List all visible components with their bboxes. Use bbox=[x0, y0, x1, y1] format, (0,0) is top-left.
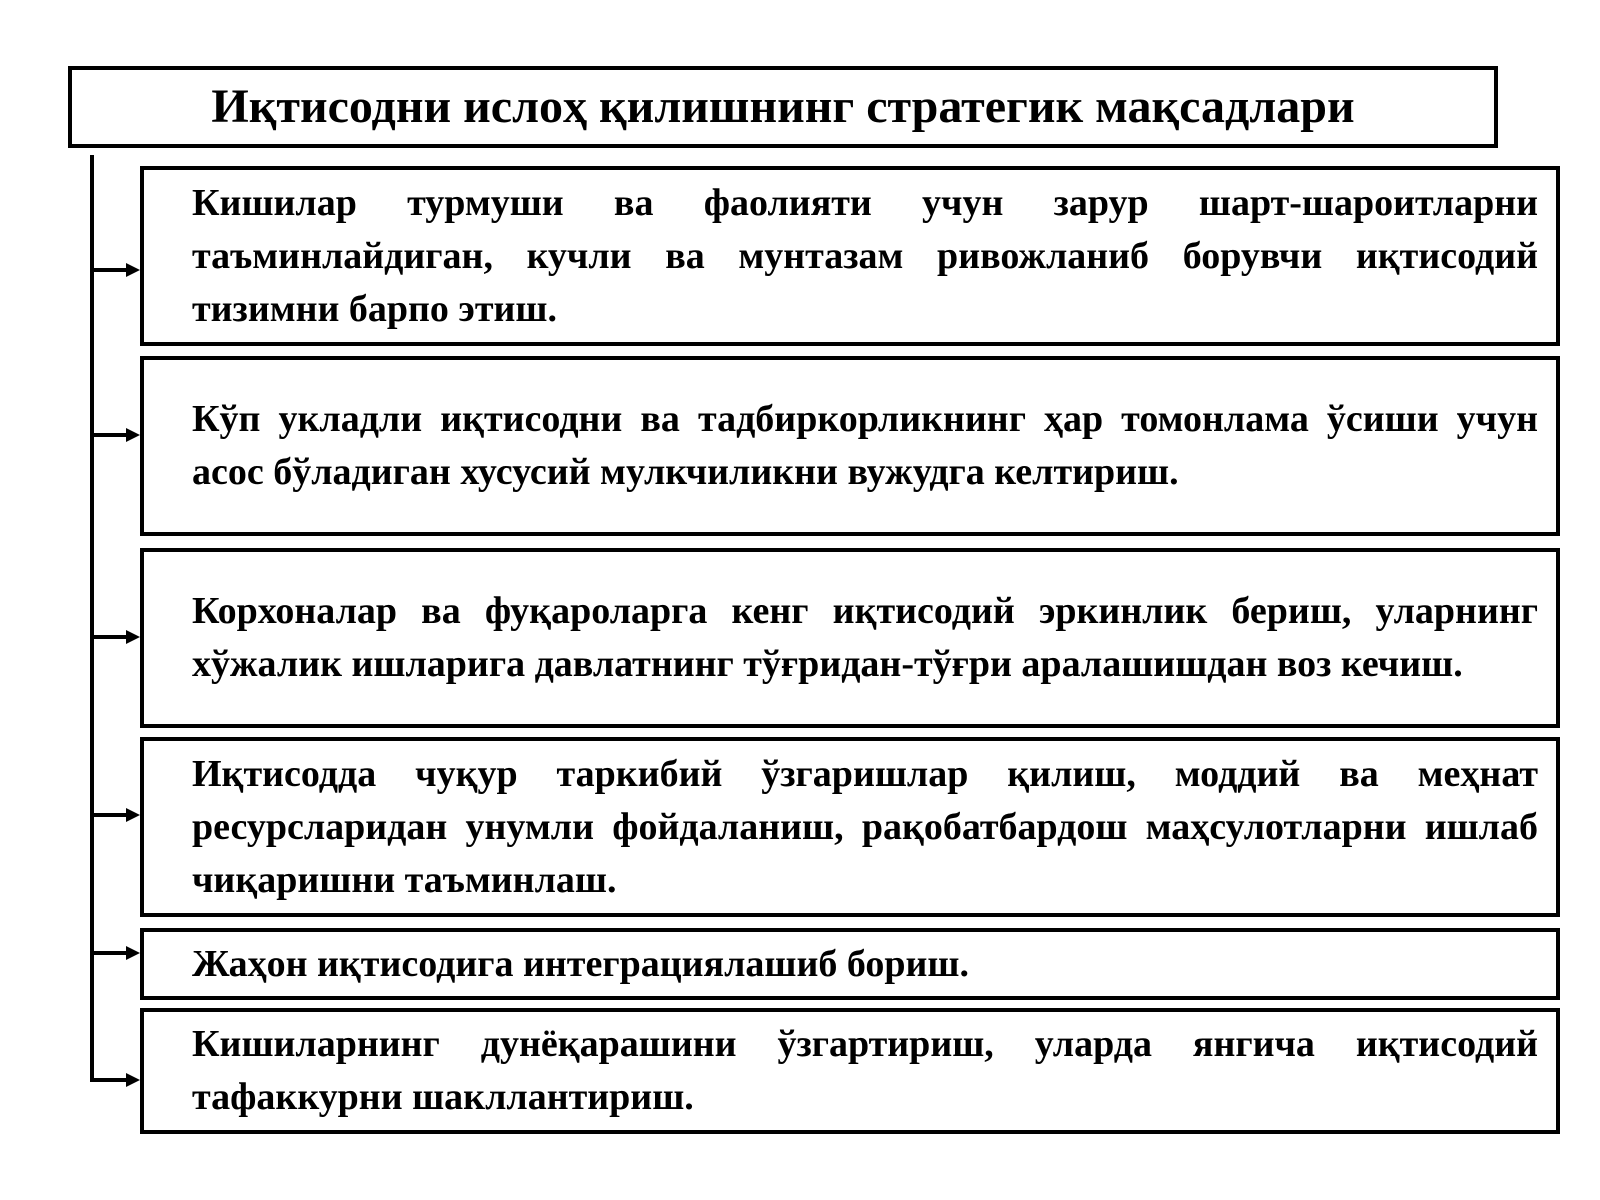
goal-text: Кишиларнинг дунёқарашини ўзгартириш, уларда янгича иқтисодий тафаккурни шакллантириш. bbox=[192, 1023, 1538, 1118]
arrow-3 bbox=[92, 630, 140, 644]
goal-text: Жаҳон иқтисодига интеграциялашиб бориш. bbox=[192, 942, 969, 985]
arrow-5 bbox=[92, 946, 140, 960]
goal-text: Кишилар турмуши ва фаолияти учун зарур шарт-шароитларни таъминлайдиган, кучли ва мунтазам ривожланиб борувчи иқтисодий тизимни барпо этиш. bbox=[192, 181, 1538, 330]
arrow-4 bbox=[92, 808, 140, 822]
diagram-title: Иқтисодни ислоҳ қилишнинг стратегик мақсадлари bbox=[211, 80, 1355, 133]
goal-box-4 bbox=[140, 737, 1560, 917]
goal-text: Корхоналар ва фуқароларга кенг иқтисодий эркинлик бериш, уларнинг хўжалик ишларига давлатнинг тўғридан-тўғри аралашишдан воз кечиш. bbox=[192, 590, 1538, 685]
arrow-6 bbox=[92, 1073, 140, 1087]
goal-box-3 bbox=[140, 548, 1560, 728]
goal-text: Иқтисодда чуқур таркибий ўзгаришлар қилиш, моддий ва меҳнат ресурсларидан унумли фойдаланиш, рақобатбардош маҳсулотларни ишлаб чиқаришни таъминлаш. bbox=[192, 752, 1538, 901]
title-box bbox=[68, 66, 1498, 148]
goal-box-2 bbox=[140, 356, 1560, 536]
arrow-2 bbox=[92, 428, 140, 442]
goal-box-1 bbox=[140, 166, 1560, 346]
goal-box-6 bbox=[140, 1008, 1560, 1134]
goal-box-5 bbox=[140, 928, 1560, 1000]
arrow-1 bbox=[92, 263, 140, 277]
goal-text: Кўп укладли иқтисодни ва тадбиркорликнинг ҳар томонлама ўсиши учун асос бўладиган хусусий мулкчиликни вужудга келтириш. bbox=[192, 398, 1538, 493]
